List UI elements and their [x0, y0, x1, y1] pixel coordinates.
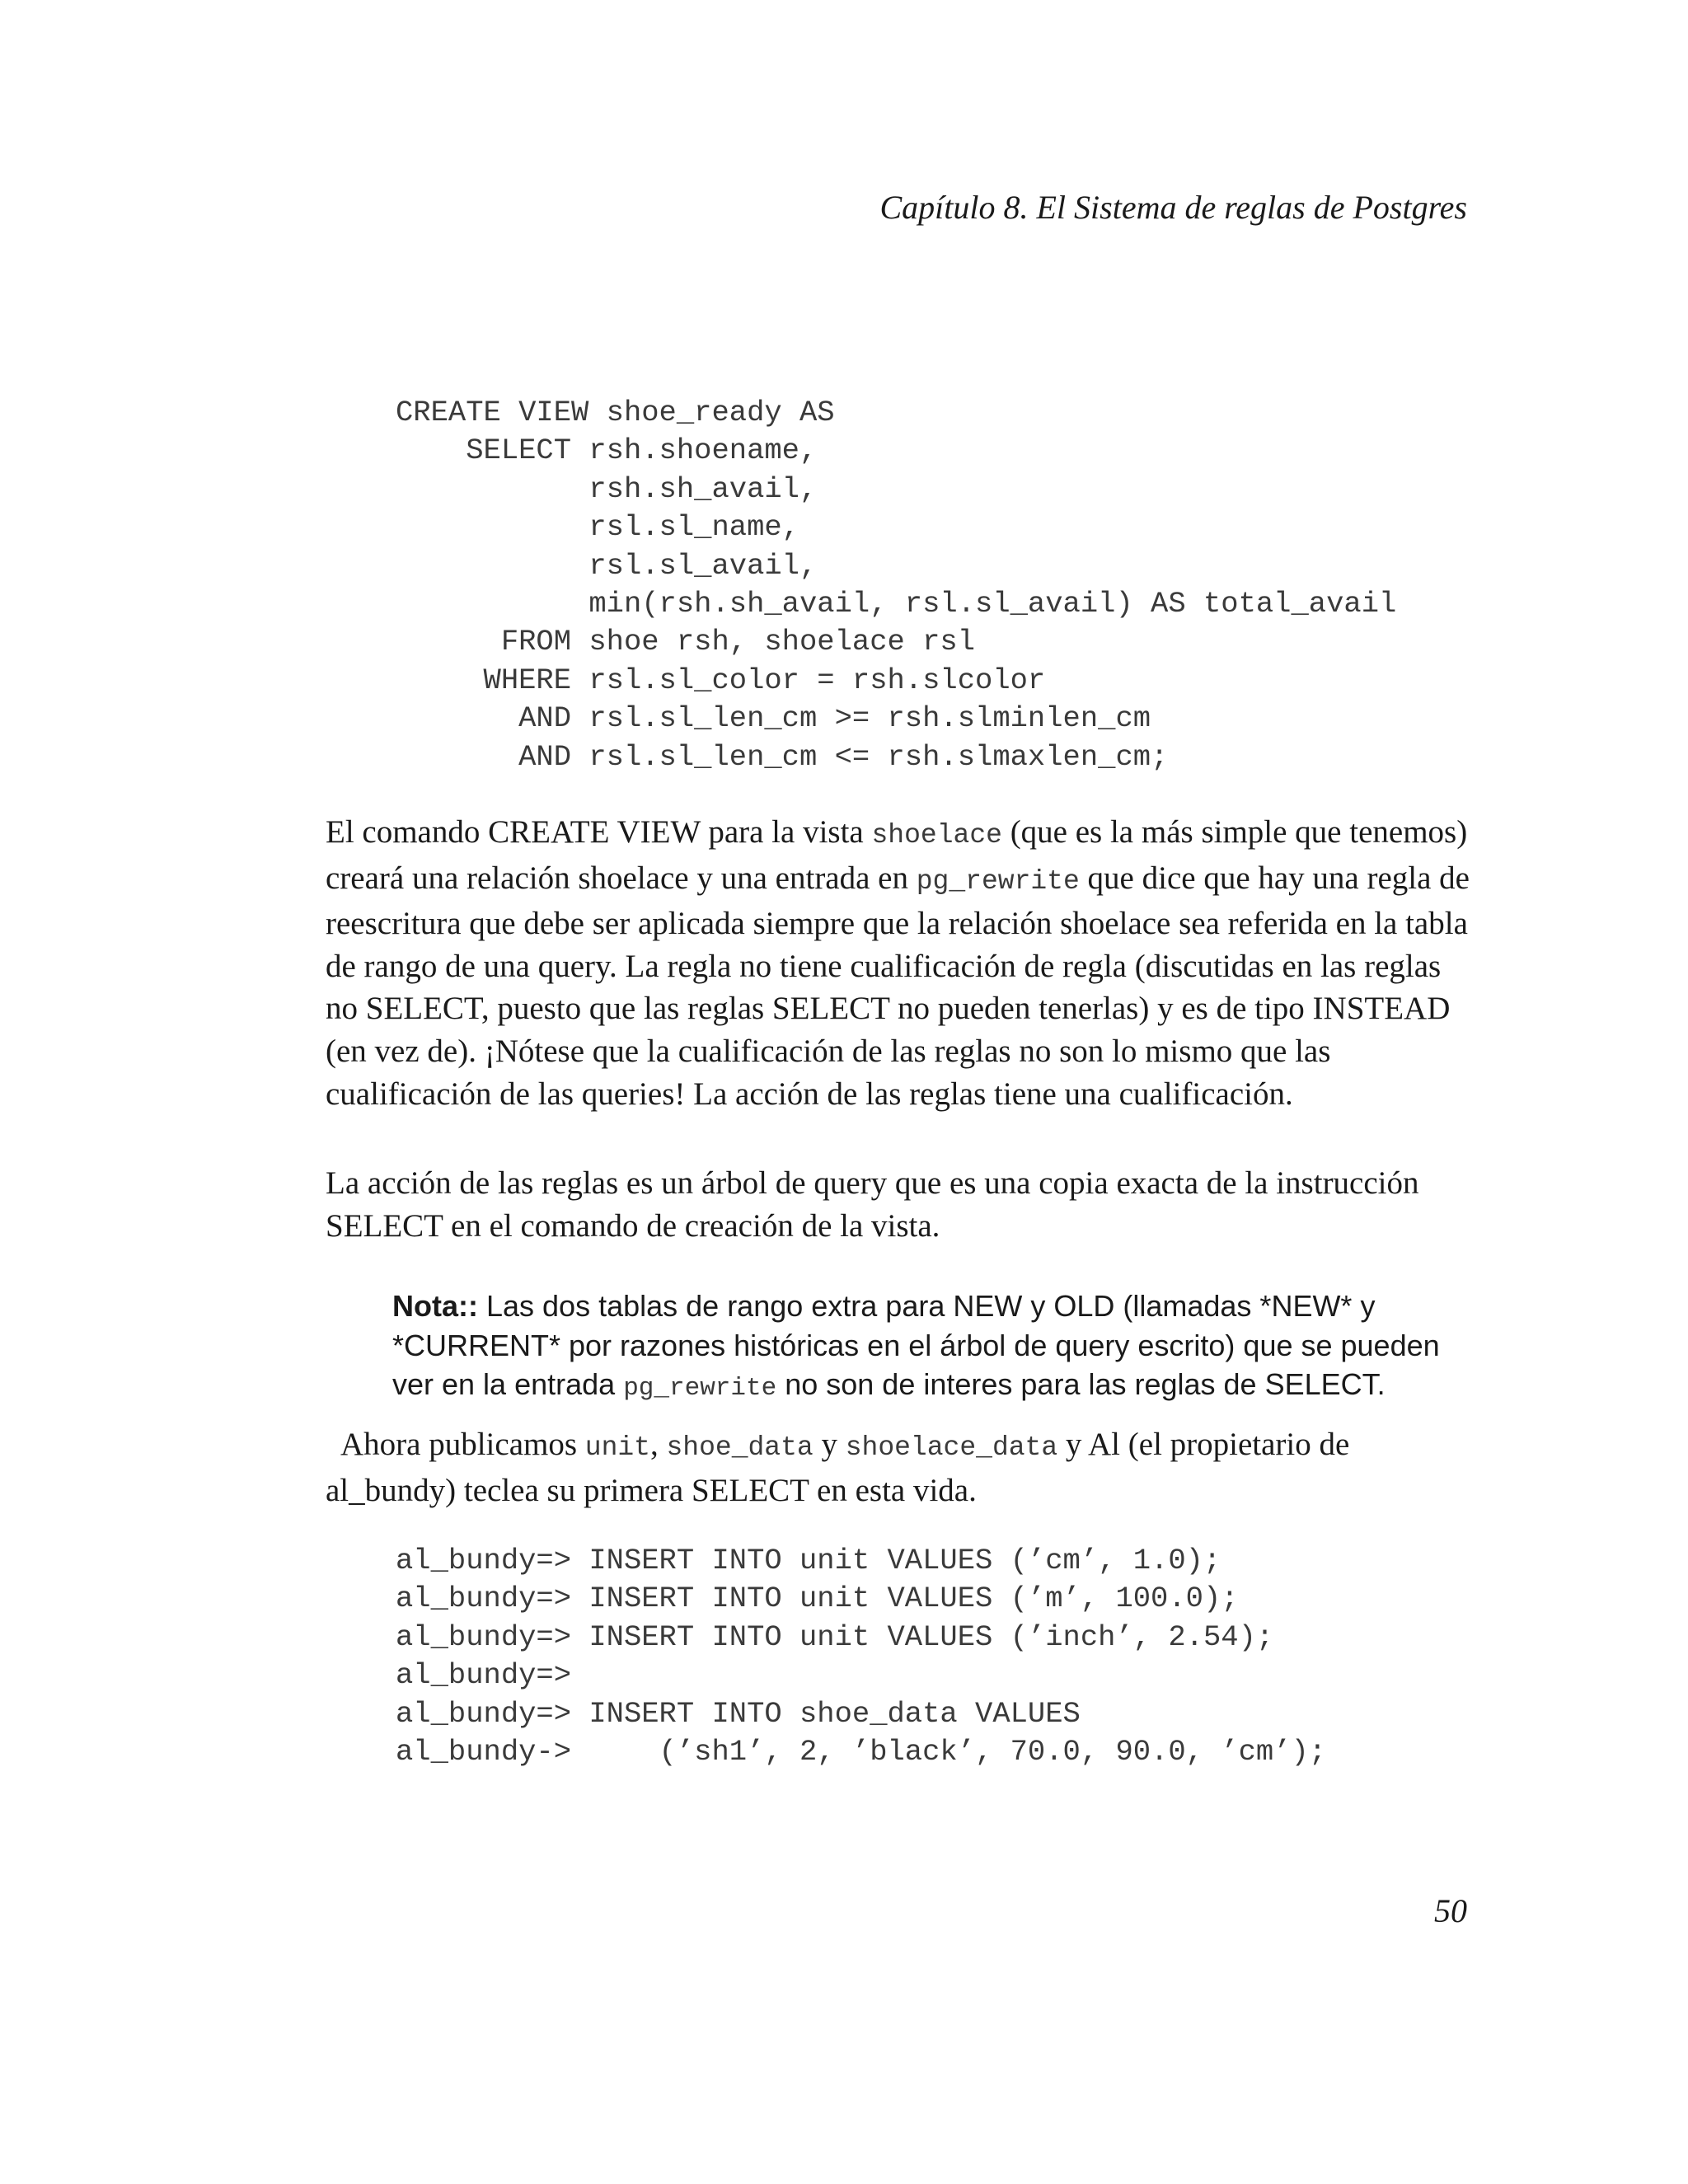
- inline-code: shoelace: [871, 820, 1002, 851]
- code-line: al_bundy-> (’sh1’, 2, ’black’, 70.0, 90.0, ’cm’);: [396, 1734, 1327, 1769]
- code-line: CREATE VIEW shoe_ready AS: [396, 396, 835, 429]
- insert-code-block: [396, 1542, 1326, 1771]
- code-line: al_bundy=> INSERT INTO unit VALUES (’cm’, 1.0);: [396, 1544, 1221, 1577]
- code-line: al_bundy=> INSERT INTO shoe_data VALUES: [396, 1696, 1081, 1731]
- code-line: rsh.sh_avail,: [396, 471, 818, 506]
- note-box: Nota:: Las dos tablas de rango extra para NEW y OLD (llamadas *NEW* y *CURRENT* por razones históricas en el árbol de query escrito) que se pueden ver en la entrada pg_rewrite no son de interes para las reglas de SELECT.: [392, 1289, 1440, 1403]
- code-line: al_bundy=>: [396, 1658, 572, 1693]
- chapter-header: Capítulo 8. El Sistema de reglas de Postgres: [879, 189, 1467, 226]
- paragraph-publish-tables: Ahora publicamos unit, shoe_data y shoelace_data y Al (el propietario de al_bundy) teclea su primera SELECT en esta vida.: [326, 1427, 1350, 1508]
- code-line: AND rsl.sl_len_cm <= rsh.slmaxlen_cm;: [396, 739, 1169, 774]
- code-line: al_bundy=> INSERT INTO unit VALUES (’m’, 100.0);: [396, 1582, 1239, 1616]
- paragraph-rule-action: La acción de las reglas es un árbol de query que es una copia exacta de la instrucción SELECT en el comando de creación de la vista.: [326, 1165, 1419, 1244]
- inline-code: shoelace_data: [845, 1432, 1058, 1463]
- inline-code: pg_rewrite: [623, 1374, 777, 1403]
- note-label: Nota::: [392, 1289, 478, 1323]
- create-view-code-block: [396, 394, 1396, 776]
- code-line: min(rsh.sh_avail, rsl.sl_avail) AS total_avail: [396, 586, 1397, 621]
- inline-code: unit: [584, 1432, 650, 1463]
- code-line: AND rsl.sl_len_cm >= rsh.slminlen_cm: [396, 701, 1151, 736]
- code-line: FROM shoe rsh, shoelace rsl: [396, 625, 976, 659]
- code-line: al_bundy=> INSERT INTO unit VALUES (’inch’, 2.54);: [396, 1619, 1274, 1654]
- paragraph-create-view-explanation: El comando CREATE VIEW para la vista shoelace (que es la más simple que tenemos) creará una relación shoelace y una entrada en pg_rewrite que dice que hay una regla de reescritura que debe ser aplicada siempre que la relación shoelace sea referida en la tabla de rango de una query. La regla no tiene cualificación de regla (discutidas en las reglas no SELECT, puesto que las reglas SELECT no pueden tenerlas) y es de tipo INSTEAD (en vez de). ¡Nótese que la cualificación de las reglas no son lo mismo que las cualificación de las queries! La acción de las reglas tiene una cualificación.: [326, 814, 1470, 1112]
- code-line: rsl.sl_avail,: [396, 548, 818, 583]
- page-number: 50: [1434, 1892, 1467, 1929]
- code-line: rsl.sl_name,: [396, 510, 799, 545]
- inline-code: pg_rewrite: [916, 865, 1080, 897]
- code-line: WHERE rsl.sl_color = rsh.slcolor: [396, 663, 1046, 697]
- code-line: SELECT rsh.shoename,: [396, 434, 818, 468]
- inline-code: shoe_data: [666, 1432, 814, 1463]
